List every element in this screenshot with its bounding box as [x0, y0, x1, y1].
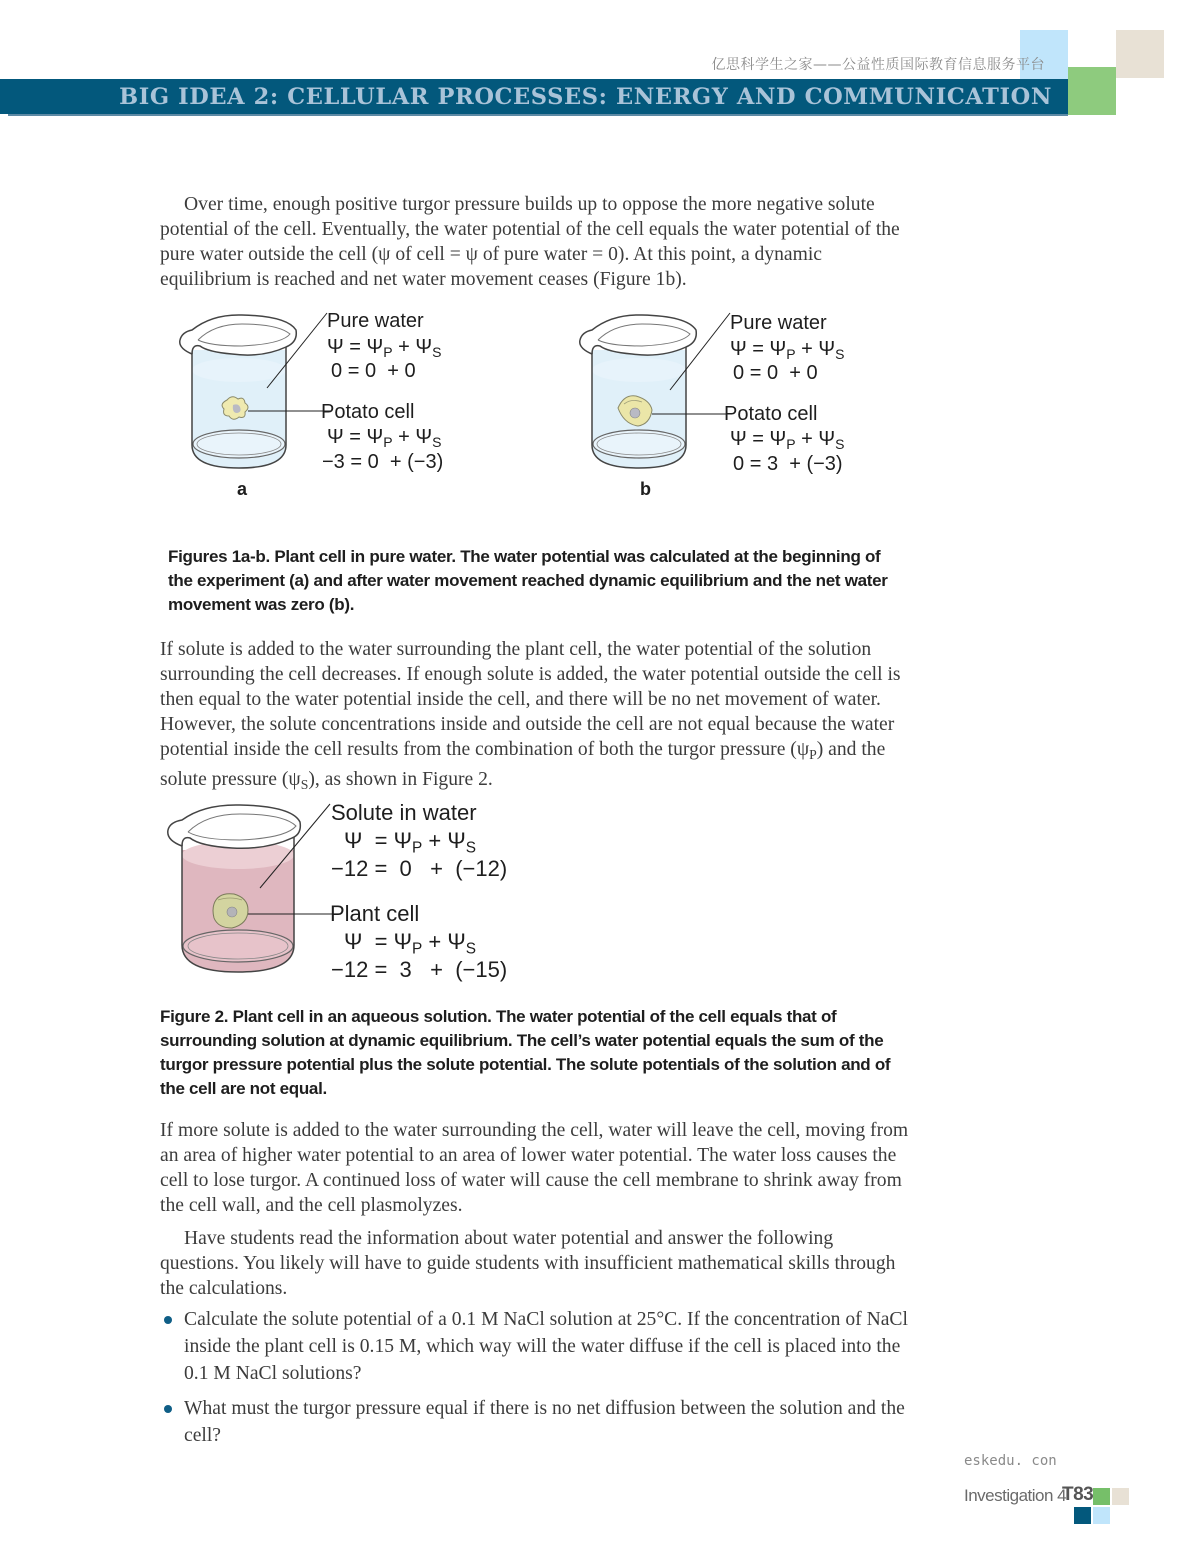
list-item	[160, 1306, 920, 1387]
figure-2-beaker	[162, 800, 337, 980]
paragraph-4-text: Have students read the information about water potential and answer the following questions. You likely will have to guide students with insufficient mathematical skills through the calculations.	[160, 1228, 896, 1299]
subscript-p: P	[412, 940, 423, 958]
beaker-icon	[168, 805, 301, 972]
value-pressure: 0	[364, 360, 377, 382]
fig1a-cell-values	[322, 451, 443, 474]
psi-symbol: Ψ	[327, 426, 344, 448]
footer-section-label: Investigation 4	[964, 1486, 1067, 1505]
value-solute: (−12)	[455, 856, 508, 881]
psi-symbol: Ψ	[769, 428, 787, 450]
value-solute: 0	[404, 360, 416, 382]
psi-symbol: Ψ	[327, 336, 344, 358]
value-solute: (−3)	[806, 453, 843, 475]
plus-sign: +	[801, 338, 813, 360]
equals-sign: =	[374, 957, 388, 982]
psi-symbol: Ψ	[447, 828, 466, 853]
value-total: 0	[331, 360, 343, 382]
fig1a-outside-label: Pure water	[327, 310, 424, 332]
beaker-icon	[180, 315, 297, 468]
fig2-outside-label: Solute in water	[331, 800, 477, 825]
footer-square-dark-blue	[1074, 1507, 1091, 1524]
plus-sign: +	[428, 828, 442, 853]
subscript-s: S	[465, 839, 477, 857]
equals-sign: =	[749, 453, 762, 475]
equals-sign: =	[374, 856, 388, 881]
fig2-cell-label: Plant cell	[330, 901, 420, 926]
paragraph-2-text	[160, 637, 910, 797]
bullet-icon	[164, 1316, 172, 1324]
fig1b-cell-values	[733, 453, 843, 476]
fig2-cell-formula	[344, 929, 476, 959]
value-pressure: 3	[399, 957, 412, 982]
psi-symbol: Ψ	[415, 336, 433, 358]
psi-symbol: Ψ	[769, 338, 787, 360]
fig1a-cell-label: Potato cell	[321, 401, 415, 423]
figure-2-caption: Figure 2. Plant cell in an aqueous solution. The water potential of the cell equals that of surrounding solution at dynamic equilibrium. The cell’s water potential equals the sum of the turgor pressure potential plus the solute potential. The solute potentials of the solution and of the cell are not equal.	[160, 1007, 891, 1098]
fig1b-outside-formula	[730, 338, 844, 362]
psi-symbol: Ψ	[344, 828, 363, 853]
value-total: −12	[331, 957, 369, 982]
subscript-s: S	[300, 777, 309, 793]
value-total: −12	[331, 856, 369, 881]
subscript-s: S	[432, 434, 442, 451]
subscript-p: P	[809, 747, 817, 763]
plus-sign: +	[428, 929, 442, 954]
plus-sign: +	[801, 428, 813, 450]
plant-cell-icon	[213, 894, 248, 928]
plus-sign: +	[430, 856, 443, 881]
equals-sign: =	[749, 362, 762, 384]
paragraph-2-part: ) and the solute pressure (ψ	[160, 739, 886, 791]
equals-sign: =	[374, 828, 388, 853]
value-solute: (−3)	[407, 451, 444, 473]
psi-symbol: Ψ	[393, 828, 412, 853]
fig2-outside-formula	[344, 828, 476, 858]
fig1b-outside-label: Pure water	[730, 312, 827, 334]
fig1b-outside-values	[733, 362, 818, 385]
beaker-icon	[580, 315, 697, 468]
equals-sign: =	[350, 451, 363, 473]
header-underline	[8, 114, 1068, 116]
equals-sign: =	[752, 338, 764, 360]
subscript-s: S	[835, 436, 845, 453]
plus-sign: +	[789, 453, 801, 475]
equals-sign: =	[349, 336, 361, 358]
fig1a-cell-formula	[327, 426, 441, 450]
subscript-p: P	[383, 344, 393, 361]
psi-symbol: Ψ	[366, 336, 384, 358]
page-header-title: BIG IDEA 2: CELLULAR PROCESSES: ENERGY AND COMMUNICATION	[119, 84, 1052, 110]
plus-sign: +	[430, 957, 443, 982]
footer-square-light-blue	[1093, 1507, 1110, 1524]
fig1b-cell-label: Potato cell	[724, 403, 818, 425]
decor-square-beige	[1116, 30, 1164, 78]
paragraph-2-part: If solute is added to the water surrounding the plant cell, the water potential of the solution surrounding the cell decreases. If enough solute is added, the water potential outside the cell is then equal to the water potential inside the cell, and there will be no net movement of water. However, the solute concentrations inside and outside the cell are not equal because the water potential inside the cell results from the combination of both the turgor pressure (ψ	[160, 639, 901, 760]
value-pressure: 3	[766, 453, 779, 475]
bullet-icon	[164, 1405, 172, 1413]
value-total: 0	[733, 453, 745, 475]
value-total: 0	[733, 362, 745, 384]
plus-sign: +	[387, 360, 399, 382]
value-pressure: 0	[399, 856, 412, 881]
subscript-s: S	[835, 346, 845, 363]
footer-square-beige	[1112, 1488, 1129, 1505]
fig2-outside-values	[331, 856, 507, 882]
equals-sign: =	[374, 929, 388, 954]
paragraph-3	[160, 1118, 920, 1218]
equals-sign: =	[347, 360, 360, 382]
footer-square-green	[1093, 1488, 1110, 1505]
list-item	[160, 1395, 920, 1449]
subscript-s: S	[432, 344, 442, 361]
list-item-text: Calculate the solute potential of a 0.1 M NaCl solution at 25°C. If the concentration of NaCl inside the plant cell is 0.15 M, which way will the water diffuse if the cell is placed into the 0.1 M NaCl solutions?	[184, 1309, 908, 1384]
value-pressure: 0	[766, 362, 779, 384]
subscript-p: P	[786, 346, 796, 363]
psi-symbol: Ψ	[447, 929, 466, 954]
watermark-text: 亿思科学生之家——公益性质国际教育信息服务平台	[711, 57, 1045, 73]
paragraph-1	[160, 192, 910, 292]
plus-sign: +	[398, 426, 410, 448]
psi-symbol: Ψ	[393, 929, 412, 954]
question-list	[160, 1306, 920, 1457]
subscript-s: S	[465, 940, 477, 958]
equals-sign: =	[349, 426, 361, 448]
paragraph-3-text: If more solute is added to the water surrounding the cell, water will leave the cell, moving from an area of higher water potential to an area of lower water potential. The water loss causes the cell to lose turgor. A continued loss of water will cause the cell membrane to shrink away from the cell wall, and the cell plasmolyzes.	[160, 1120, 909, 1216]
decor-square-green	[1068, 67, 1116, 115]
fig1a-outside-formula	[327, 336, 441, 360]
subscript-p: P	[786, 436, 796, 453]
psi-symbol: Ψ	[366, 426, 384, 448]
fig1a-outside-values	[331, 360, 416, 383]
paragraph-2-part: ), as shown in Figure 2.	[308, 769, 493, 791]
plus-sign: +	[789, 362, 801, 384]
psi-symbol: Ψ	[818, 338, 836, 360]
figure-1b-letter: b	[640, 479, 651, 499]
paragraph-1-text: Over time, enough positive turgor pressure builds up to oppose the more negative solute potential of the cell. Eventually, the water potential of the cell equals the water potential of the pure water outside the cell (ψ of cell = ψ of pure water = 0). At this point, a dynamic equilibrium is reached and net water movement ceases (Figure 1b).	[160, 194, 900, 290]
equals-sign: =	[752, 428, 764, 450]
figure-1-caption: Figures 1a-b. Plant cell in pure water. The water potential was calculated at the beginning of the experiment (a) and after water movement reached dynamic equilibrium and the net water movement was zero (b).	[168, 547, 888, 614]
value-pressure: 0	[367, 451, 379, 473]
potato-cell-shrunken-icon	[222, 397, 248, 420]
subscript-p: P	[412, 839, 423, 857]
value-solute: (−15)	[455, 957, 508, 982]
figure-1b-beaker	[572, 310, 732, 480]
list-item-text: What must the turgor pressure equal if there is no net diffusion between the solution and the cell?	[184, 1398, 905, 1446]
psi-symbol: Ψ	[730, 428, 747, 450]
fig2-cell-values	[331, 957, 507, 983]
psi-symbol: Ψ	[415, 426, 433, 448]
figure-1a-beaker	[172, 310, 332, 480]
plus-sign: +	[389, 451, 402, 473]
value-solute: 0	[806, 362, 818, 384]
subscript-p: P	[383, 434, 393, 451]
fig1b-cell-formula	[730, 428, 844, 452]
page-number: T83	[1062, 1484, 1094, 1505]
psi-symbol: Ψ	[344, 929, 363, 954]
psi-symbol: Ψ	[818, 428, 836, 450]
paragraph-2	[160, 637, 910, 797]
figure-1a-letter: a	[237, 479, 248, 499]
paragraph-4	[160, 1226, 900, 1301]
psi-symbol: Ψ	[730, 338, 747, 360]
footer-site-text: eskedu. con	[964, 1453, 1057, 1469]
plus-sign: +	[398, 336, 410, 358]
value-total: −3	[322, 451, 345, 473]
